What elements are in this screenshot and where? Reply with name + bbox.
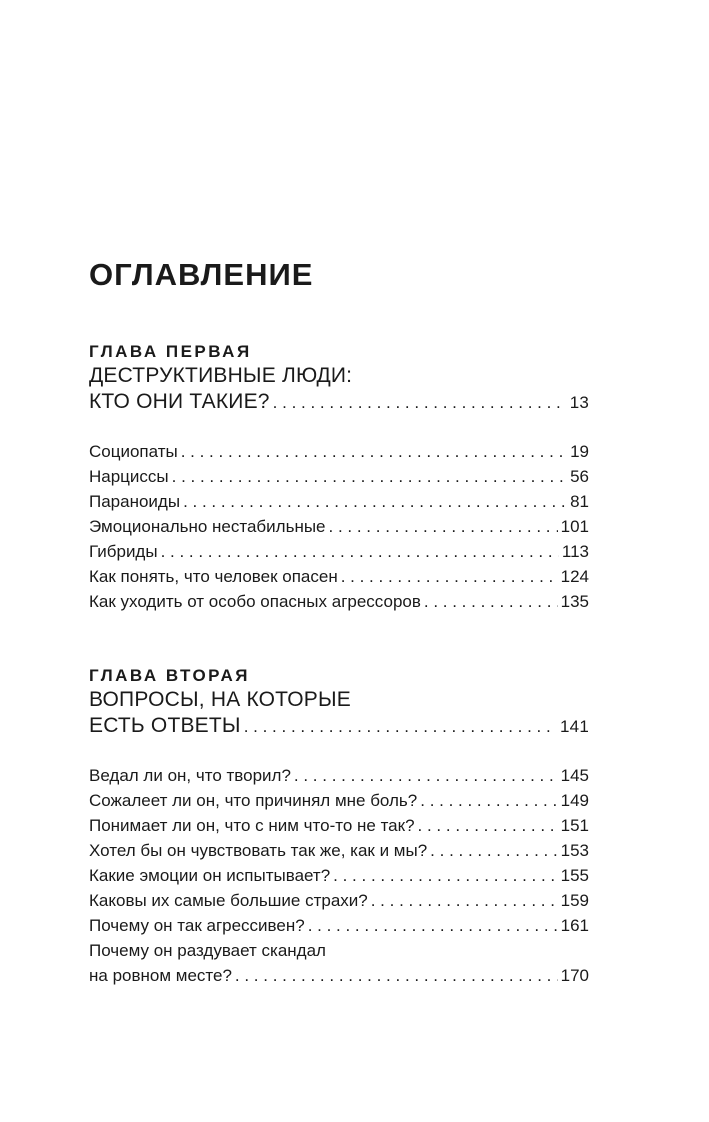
entry-title: Как понять, что человек опасен bbox=[89, 567, 338, 586]
chapter-title-text: ЕСТЬ ОТВЕТЫ bbox=[89, 714, 241, 737]
toc-entry[interactable] bbox=[89, 963, 589, 988]
entry-title: Как уходить от особо опасных агрессоров bbox=[89, 592, 421, 611]
page-number: 19 bbox=[570, 442, 589, 461]
dot-leader bbox=[172, 464, 567, 489]
page-number: 113 bbox=[561, 542, 589, 561]
dot-leader bbox=[329, 514, 558, 539]
dot-leader bbox=[273, 390, 567, 416]
toc-entry[interactable] bbox=[89, 838, 589, 863]
toc-entry-first-line[interactable]: Почему он раздувает скандал bbox=[89, 941, 326, 960]
toc-entry[interactable] bbox=[89, 813, 589, 838]
toc-entry[interactable] bbox=[89, 464, 589, 489]
page-number: 159 bbox=[560, 891, 589, 910]
dot-leader bbox=[183, 489, 567, 514]
dot-leader bbox=[420, 788, 557, 813]
page-title: ОГЛАВЛЕНИЕ bbox=[89, 257, 314, 292]
entry-title: Нарциссы bbox=[89, 467, 169, 486]
entry-title: Параноиды bbox=[89, 492, 181, 511]
dot-leader bbox=[308, 913, 558, 938]
page-number: 153 bbox=[560, 841, 589, 860]
chapter-title-text: КТО ОНИ ТАКИЕ? bbox=[89, 390, 270, 413]
entry-title: Сожалеет ли он, что причинял мне боль? bbox=[89, 791, 418, 810]
entry-title: Каковы их самые большие страхи? bbox=[89, 891, 368, 910]
page-number: 141 bbox=[560, 717, 589, 736]
chapter-title-line-1: ДЕСТРУКТИВНЫЕ ЛЮДИ: bbox=[89, 364, 353, 387]
toc-entry[interactable] bbox=[89, 439, 589, 464]
dot-leader bbox=[294, 763, 558, 788]
toc-entry[interactable] bbox=[89, 564, 589, 589]
dot-leader bbox=[244, 714, 557, 740]
entry-title: Ведал ли он, что творил? bbox=[89, 766, 291, 785]
page-number: 161 bbox=[560, 916, 589, 935]
entry-title: Эмоционально нестабильные bbox=[89, 517, 326, 536]
entry-title: Хотел бы он чувствовать так же, как и мы? bbox=[89, 841, 428, 860]
page-number: 81 bbox=[570, 492, 589, 511]
page-number: 101 bbox=[560, 517, 589, 536]
dot-leader bbox=[333, 863, 557, 888]
toc-entry[interactable] bbox=[89, 489, 589, 514]
toc-entry[interactable] bbox=[89, 539, 589, 564]
chapter-label: ГЛАВА ПЕРВАЯ bbox=[89, 342, 252, 361]
dot-leader bbox=[424, 589, 558, 614]
page-number: 170 bbox=[560, 966, 589, 985]
toc-entry[interactable] bbox=[89, 788, 589, 813]
page-number: 56 bbox=[570, 467, 589, 486]
toc-entry[interactable] bbox=[89, 763, 589, 788]
entry-title: Понимает ли он, что с ним что-то не так? bbox=[89, 816, 415, 835]
toc-entry[interactable] bbox=[89, 589, 589, 614]
dot-leader bbox=[418, 813, 558, 838]
entry-title: Социопаты bbox=[89, 442, 178, 461]
toc-entry[interactable] bbox=[89, 863, 589, 888]
entry-list bbox=[89, 763, 589, 988]
chapter-title-line-1: ВОПРОСЫ, НА КОТОРЫЕ bbox=[89, 688, 352, 711]
entry-list bbox=[89, 439, 589, 614]
chapter-label: ГЛАВА ВТОРАЯ bbox=[89, 666, 251, 685]
dot-leader bbox=[341, 564, 558, 589]
entry-title: Гибриды bbox=[89, 542, 158, 561]
toc-entry[interactable] bbox=[89, 913, 589, 938]
entry-title: на ровном месте? bbox=[89, 966, 232, 985]
page-number: 135 bbox=[560, 592, 589, 611]
chapter-title-line-2[interactable] bbox=[89, 389, 589, 415]
page-number: 145 bbox=[560, 766, 589, 785]
toc-entry[interactable] bbox=[89, 888, 589, 913]
dot-leader bbox=[161, 539, 559, 564]
entry-title: Какие эмоции он испытывает? bbox=[89, 866, 331, 885]
dot-leader bbox=[371, 888, 558, 913]
chapter-title-line-2[interactable] bbox=[89, 713, 589, 739]
page-number: 13 bbox=[569, 393, 589, 412]
dot-leader bbox=[235, 963, 558, 988]
entry-title: Почему он так агрессивен? bbox=[89, 916, 305, 935]
toc-entry[interactable] bbox=[89, 514, 589, 539]
dot-leader bbox=[430, 838, 557, 863]
chapter-2 bbox=[89, 665, 589, 988]
page-number: 149 bbox=[560, 791, 589, 810]
page-number: 155 bbox=[560, 866, 589, 885]
chapter-1 bbox=[89, 341, 589, 614]
page-number: 124 bbox=[560, 567, 589, 586]
dot-leader bbox=[181, 439, 567, 464]
page-number: 151 bbox=[560, 816, 589, 835]
